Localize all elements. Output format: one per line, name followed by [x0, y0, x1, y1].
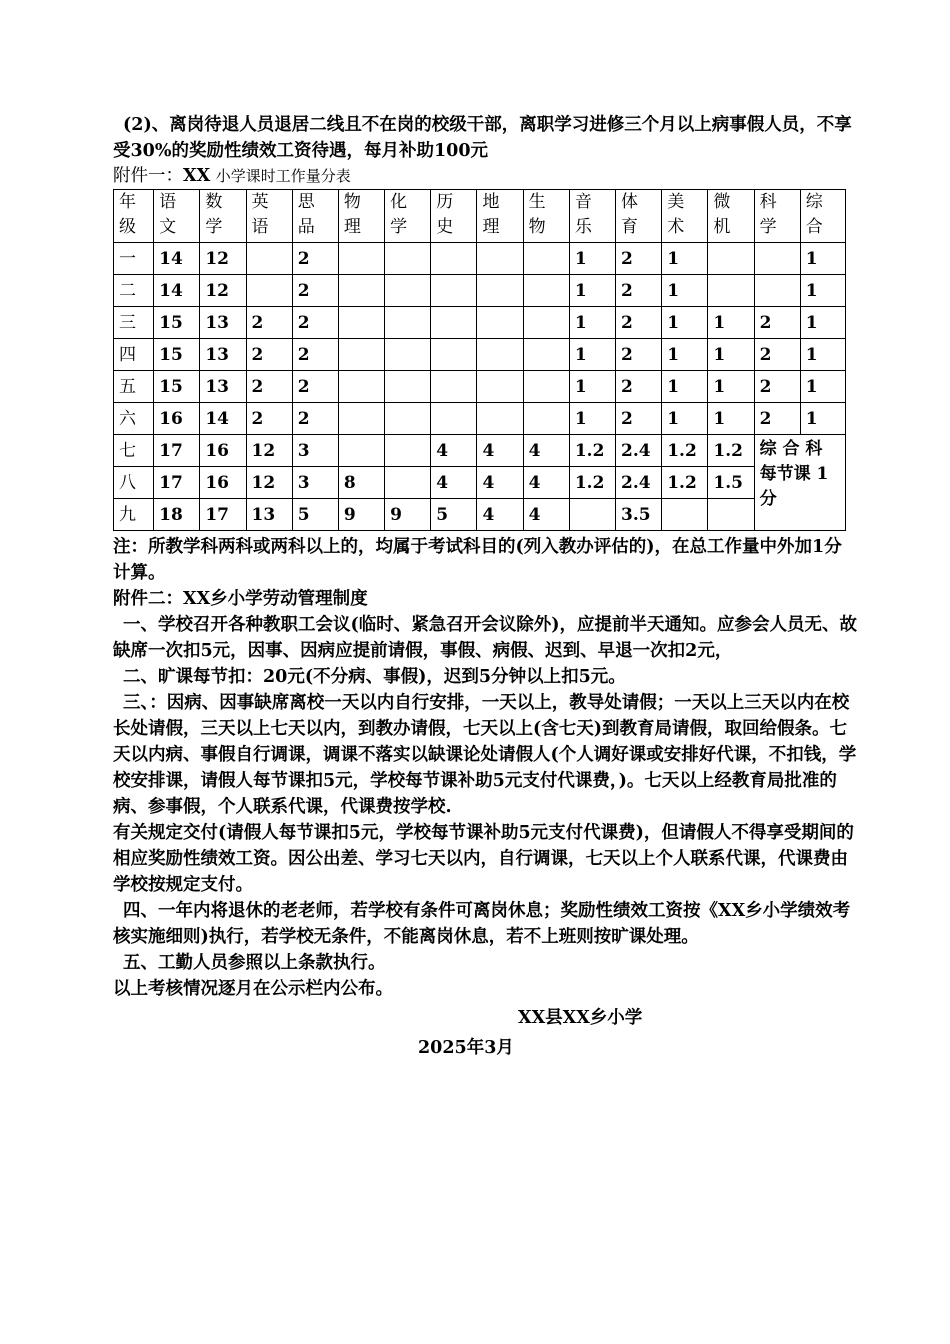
- header-char: 级: [119, 217, 136, 237]
- table-cell: 13: [200, 307, 246, 339]
- table-cell: 1.5: [708, 467, 754, 499]
- header-char: 文: [159, 217, 177, 237]
- table-cell: 2: [754, 339, 800, 371]
- header-char: 美: [667, 192, 685, 212]
- table-cell: 1: [708, 371, 754, 403]
- table-cell: 9: [385, 499, 431, 531]
- table-cell: 1: [569, 339, 615, 371]
- header-char: 学: [759, 217, 777, 237]
- table-cell: 2: [754, 371, 800, 403]
- grade-cell: 七: [114, 435, 154, 467]
- table-cell: [385, 371, 431, 403]
- table-cell: 3: [292, 435, 338, 467]
- header-char: 综: [805, 192, 823, 212]
- table-cell: 1: [569, 243, 615, 275]
- table-cell: 1: [569, 307, 615, 339]
- header-char: 微: [713, 192, 731, 212]
- table-cell: 15: [154, 339, 200, 371]
- rule-paragraph: 二、旷课每节扣：20元(不分病、事假)，迟到5分钟以上扣5元。: [123, 667, 626, 687]
- grade-cell: 四: [114, 339, 154, 371]
- table-cell: 1: [662, 275, 708, 307]
- workload-table: [113, 189, 846, 531]
- table-cell: 14: [154, 275, 200, 307]
- table-cell: 4: [523, 435, 569, 467]
- attachment1-heading: [113, 164, 858, 188]
- table-cell: 2: [616, 275, 662, 307]
- signature-org: XX县XX乡小学: [518, 1008, 643, 1028]
- table-cell: [708, 499, 754, 531]
- table-cell: 2: [292, 275, 338, 307]
- table-cell: 15: [154, 371, 200, 403]
- table-cell: [431, 275, 477, 307]
- table-cell: [477, 403, 523, 435]
- table-header-cell: [616, 190, 662, 243]
- table-cell: 1: [662, 403, 708, 435]
- rule-paragraph: 四、一年内将退休的老老师，若学校有条件可离岗休息；奖励性绩效工资按《XX乡小学绩效考核实施细则)执行，若学校无条件，不能离岗休息，若不上班则按旷课处理。: [113, 901, 851, 947]
- header-char: 育: [621, 217, 639, 237]
- table-cell: 1: [569, 403, 615, 435]
- table-cell: 2: [246, 403, 292, 435]
- table-cell: 1: [800, 243, 845, 275]
- table-cell: 1: [708, 403, 754, 435]
- table-cell: [523, 403, 569, 435]
- table-cell: [708, 275, 754, 307]
- table-cell: 1: [800, 275, 845, 307]
- table-header-cell: [800, 190, 845, 243]
- header-char: 学: [390, 217, 408, 237]
- table-cell: 1.2: [708, 435, 754, 467]
- table-cell: 2: [754, 307, 800, 339]
- table-cell: [246, 275, 292, 307]
- table-cell: 2: [616, 307, 662, 339]
- grade-cell: 六: [114, 403, 154, 435]
- rule-paragraph: 三、：因病、因事缺席离校一天以内自行安排，一天以上，教导处请假；一天以上三天以内在校长处请假，三天以上七天以内，到教办请假，七天以上(含七天)到教育局请假，取回给假条。七天以内病、事假自行调课，调课不落实以缺课论处请假人(个人调好课或安排好代课，不扣钱，学校安排课，请假人每节课扣5元，学校每节课补助5元支付代课费，)。七天以上经教育局批准的病、参事假，个人联系代课，代课费按学校.: [113, 693, 857, 817]
- table-header-cell: [431, 190, 477, 243]
- table-cell: 4: [431, 435, 477, 467]
- grade-cell: 九: [114, 499, 154, 531]
- header-char: 物: [528, 217, 546, 237]
- table-cell: [477, 275, 523, 307]
- header-char: 品: [297, 217, 315, 237]
- table-cell: 8: [338, 467, 384, 499]
- table-cell: [431, 339, 477, 371]
- grade-cell: 八: [114, 467, 154, 499]
- table-cell: [477, 307, 523, 339]
- header-char: 英: [251, 192, 269, 212]
- table-cell: 15: [154, 307, 200, 339]
- table-cell: [477, 243, 523, 275]
- table-cell: 16: [200, 435, 246, 467]
- header-char: 年: [119, 192, 136, 212]
- table-cell: 3.5: [616, 499, 662, 531]
- table-cell: 1: [800, 339, 845, 371]
- table-cell: [662, 499, 708, 531]
- table-cell: 4: [523, 467, 569, 499]
- header-char: 思: [297, 192, 315, 212]
- table-cell: [385, 275, 431, 307]
- table-cell: [338, 435, 384, 467]
- table-cell: [385, 307, 431, 339]
- table-cell: 16: [200, 467, 246, 499]
- table-cell: 2: [616, 371, 662, 403]
- table-cell: 16: [154, 403, 200, 435]
- table-cell: 5: [431, 499, 477, 531]
- table-cell: [708, 243, 754, 275]
- table-note: 注：所教学科两科或两科以上的，均属于考试科目的(列入教办评估的)，在总工作量中外加1分计算。: [113, 537, 842, 583]
- table-row: [114, 467, 846, 499]
- table-cell: 1: [708, 339, 754, 371]
- header-char: 化: [390, 192, 408, 212]
- table-cell: 1: [800, 403, 845, 435]
- table-cell: 4: [523, 499, 569, 531]
- table-cell: [338, 275, 384, 307]
- table-cell: 1: [662, 307, 708, 339]
- table-cell: [523, 371, 569, 403]
- header-char: 史: [436, 217, 454, 237]
- header-char: 语: [159, 192, 177, 212]
- table-cell: 2: [246, 339, 292, 371]
- table-header-cell: [154, 190, 200, 243]
- header-char: 术: [667, 217, 685, 237]
- table-cell: 1.2: [662, 467, 708, 499]
- header-char: 学: [205, 217, 223, 237]
- document-page: [113, 112, 858, 1062]
- rule-paragraph: 有关规定交付(请假人每节课扣5元，学校每节课补助5元支付代课费)，但请假人不得享受期间的相应奖励性绩效工资。因公出差、学习七天以内，自行调课，七天以上个人联系代课，代课费由学校按规定支付。: [113, 823, 854, 895]
- header-char: 理: [343, 217, 361, 237]
- table-cell: [385, 243, 431, 275]
- header-char: 地: [482, 192, 500, 212]
- table-cell: [754, 243, 800, 275]
- header-char: 历: [436, 192, 454, 212]
- table-cell: 14: [154, 243, 200, 275]
- table-row: [114, 371, 846, 403]
- table-cell: 2: [292, 403, 338, 435]
- table-cell: 4: [431, 467, 477, 499]
- attachment1-prefix: 附件一：: [113, 166, 183, 186]
- table-cell: 2: [616, 243, 662, 275]
- table-cell: 12: [200, 243, 246, 275]
- table-cell: 9: [338, 499, 384, 531]
- rule-paragraph: 五、工勤人员参照以上条款执行。: [123, 953, 386, 973]
- rule-paragraph: 一、学校召开各种教职工会议(临时、紧急召开会议除外)，应提前半天通知。应参会人员无、故缺席一次扣5元，因事、因病应提前请假，事假、病假、迟到、早退一次扣2元，: [113, 615, 858, 661]
- table-cell: 18: [154, 499, 200, 531]
- table-cell: 4: [477, 499, 523, 531]
- header-char: 机: [713, 217, 731, 237]
- table-row: [114, 435, 846, 467]
- table-cell: 2: [246, 307, 292, 339]
- table-cell: 1: [708, 307, 754, 339]
- table-cell: 17: [154, 435, 200, 467]
- table-cell: 1: [569, 371, 615, 403]
- table-cell: 5: [292, 499, 338, 531]
- table-cell: 2: [292, 307, 338, 339]
- table-cell: 13: [246, 499, 292, 531]
- table-cell: 2: [292, 339, 338, 371]
- table-cell: [523, 243, 569, 275]
- table-row: [114, 403, 846, 435]
- table-cell: [754, 275, 800, 307]
- table-cell: 1: [662, 371, 708, 403]
- rules-list: [113, 612, 858, 1002]
- table-cell: 1: [800, 371, 845, 403]
- table-cell: 13: [200, 339, 246, 371]
- table-cell: [431, 243, 477, 275]
- table-cell: [431, 307, 477, 339]
- table-header-cell: [292, 190, 338, 243]
- table-header-cell: [708, 190, 754, 243]
- table-cell: 1: [569, 275, 615, 307]
- header-char: 理: [482, 217, 500, 237]
- table-cell: [385, 339, 431, 371]
- header-char: 语: [251, 217, 269, 237]
- table-row: [114, 499, 846, 531]
- table-cell: [338, 307, 384, 339]
- table-header-cell: [754, 190, 800, 243]
- signature-date: 2025年3月: [418, 1038, 514, 1058]
- table-header-cell: [114, 190, 154, 243]
- table-row: [114, 339, 846, 371]
- table-cell: 12: [200, 275, 246, 307]
- table-cell: [569, 499, 615, 531]
- table-cell: 1.2: [569, 467, 615, 499]
- table-cell: [338, 403, 384, 435]
- table-cell: 3: [292, 467, 338, 499]
- table-cell: 1: [800, 307, 845, 339]
- table-cell: 2: [616, 339, 662, 371]
- table-cell: 2.4: [616, 467, 662, 499]
- table-row: [114, 243, 846, 275]
- table-header-row: [114, 190, 846, 243]
- table-cell: 1.2: [569, 435, 615, 467]
- table-cell: [477, 339, 523, 371]
- table-cell: 1: [662, 243, 708, 275]
- table-cell: [338, 339, 384, 371]
- grade-cell: 五: [114, 371, 154, 403]
- table-cell: [385, 467, 431, 499]
- rule-paragraph: 以上考核情况逐月在公示栏内公布。: [113, 979, 393, 999]
- table-cell: [523, 339, 569, 371]
- header-char: 音: [574, 192, 592, 212]
- table-cell: 2: [616, 403, 662, 435]
- table-cell: 12: [246, 435, 292, 467]
- table-cell: 4: [477, 467, 523, 499]
- table-cell: 2: [292, 371, 338, 403]
- table-cell: [385, 435, 431, 467]
- table-header-cell: [477, 190, 523, 243]
- table-header-cell: [523, 190, 569, 243]
- table-cell: 12: [246, 467, 292, 499]
- attachment1-title: 小学课时工作量分表: [215, 167, 351, 185]
- grade-cell: 二: [114, 275, 154, 307]
- table-cell: 2.4: [616, 435, 662, 467]
- table-cell: [338, 371, 384, 403]
- table-cell: 14: [200, 403, 246, 435]
- attachment2-heading: 附件二：XX乡小学劳动管理制度: [113, 589, 368, 609]
- header-char: 生: [528, 192, 546, 212]
- header-char: 物: [343, 192, 361, 212]
- header-char: 乐: [574, 217, 592, 237]
- table-cell: 2: [246, 371, 292, 403]
- table-cell: 2: [292, 243, 338, 275]
- table-header-cell: [200, 190, 246, 243]
- table-cell: 1: [662, 339, 708, 371]
- table-cell: 17: [154, 467, 200, 499]
- table-cell: [523, 307, 569, 339]
- table-row: [114, 307, 846, 339]
- table-cell: [431, 403, 477, 435]
- table-cell: [338, 243, 384, 275]
- table-header-cell: [569, 190, 615, 243]
- grade-cell: 一: [114, 243, 154, 275]
- table-cell: 13: [200, 371, 246, 403]
- table-header-cell: [385, 190, 431, 243]
- header-char: 数: [205, 192, 223, 212]
- table-cell: 17: [200, 499, 246, 531]
- table-row: [114, 275, 846, 307]
- table-cell: [523, 275, 569, 307]
- header-char: 体: [621, 192, 639, 212]
- merged-note-cell: 综 合 科 每节课 1 分: [754, 435, 845, 531]
- header-char: 科: [759, 192, 777, 212]
- table-cell: [385, 403, 431, 435]
- table-cell: 2: [754, 403, 800, 435]
- intro-paragraph: (2)、离岗待退人员退居二线且不在岗的校级干部，离职学习进修三个月以上病事假人员，不享受30%的奖励性绩效工资待遇，每月补助100元: [113, 115, 852, 161]
- attachment1-bold: XX: [183, 166, 211, 186]
- header-char: 合: [805, 217, 823, 237]
- grade-cell: 三: [114, 307, 154, 339]
- table-cell: 4: [477, 435, 523, 467]
- table-cell: 1.2: [662, 435, 708, 467]
- table-header-cell: [662, 190, 708, 243]
- table-header-cell: [338, 190, 384, 243]
- table-cell: [246, 243, 292, 275]
- table-cell: [431, 371, 477, 403]
- table-cell: [477, 371, 523, 403]
- table-header-cell: [246, 190, 292, 243]
